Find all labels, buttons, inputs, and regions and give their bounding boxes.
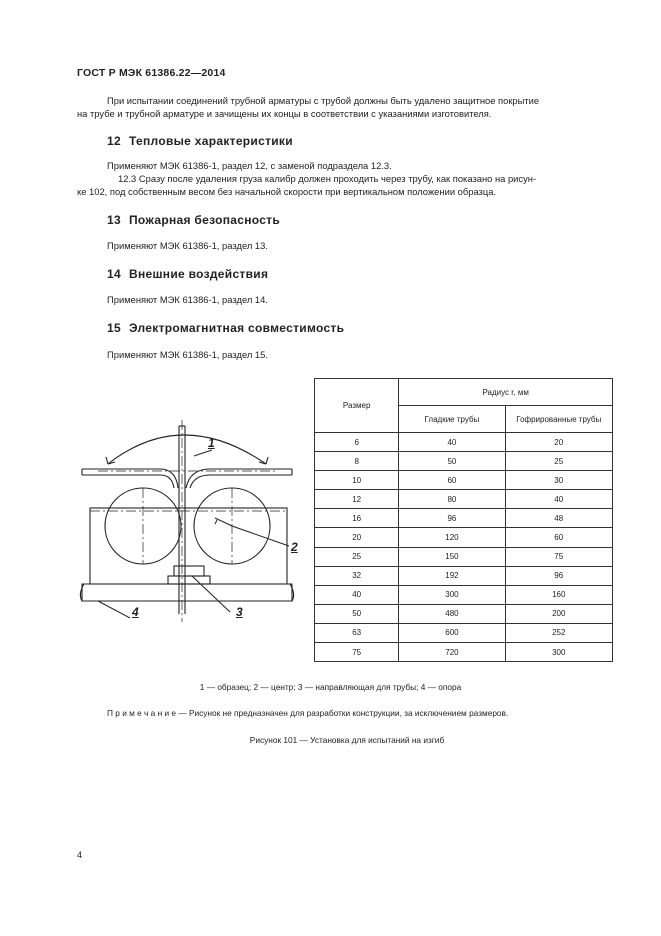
section-12-title: Тепловые характеристики — [129, 134, 293, 148]
cell-smooth: 60 — [399, 471, 505, 490]
header-size: Размер — [315, 379, 399, 433]
cell-smooth: 120 — [399, 528, 505, 547]
section-14-heading — [107, 267, 268, 281]
section-15-number: 15 — [107, 321, 121, 335]
figure-legend: 1 — образец; 2 — центр; 3 — направляющая для трубы; 4 — опора — [199, 682, 462, 692]
figure-label-3: 3 — [236, 605, 243, 619]
cell-smooth: 192 — [399, 566, 505, 585]
table-row — [315, 528, 613, 547]
cell-corrugated: 20 — [505, 433, 613, 452]
table-row — [315, 509, 613, 528]
cell-size: 20 — [315, 528, 399, 547]
cell-corrugated: 25 — [505, 452, 613, 471]
cell-smooth: 720 — [399, 643, 505, 662]
support-base — [82, 584, 292, 601]
section-13-heading — [107, 213, 280, 227]
cell-corrugated: 300 — [505, 643, 613, 662]
cell-size: 10 — [315, 471, 399, 490]
section-15-text: Применяют МЭК 61386-1, раздел 15. — [107, 349, 268, 360]
section-13-number: 13 — [107, 213, 121, 227]
section-14-number: 14 — [107, 267, 121, 281]
cell-corrugated: 48 — [505, 509, 613, 528]
cell-size: 12 — [315, 490, 399, 509]
cell-corrugated: 30 — [505, 471, 613, 490]
cell-smooth: 40 — [399, 433, 505, 452]
figure-label-2: 2 — [291, 540, 298, 554]
page-number: 4 — [77, 850, 83, 860]
cell-corrugated: 160 — [505, 585, 613, 604]
table-row — [315, 433, 613, 452]
leader-3 — [192, 576, 230, 612]
section-12-heading — [107, 134, 293, 148]
cell-size: 6 — [315, 433, 399, 452]
table-row — [315, 643, 613, 662]
section-14-title: Внешние воздействия — [129, 267, 269, 281]
cell-corrugated: 96 — [505, 566, 613, 585]
cell-smooth: 50 — [399, 452, 505, 471]
table-row — [315, 623, 613, 642]
cell-corrugated: 200 — [505, 604, 613, 623]
section-12-line-2: 12.3 Сразу после удаления груза калибр должен проходить через трубу, как показано на рисун- — [118, 173, 537, 184]
cell-size: 40 — [315, 585, 399, 604]
cell-size: 63 — [315, 623, 399, 642]
cell-corrugated: 60 — [505, 528, 613, 547]
cell-corrugated: 40 — [505, 490, 613, 509]
cell-smooth: 600 — [399, 623, 505, 642]
section-13-text: Применяют МЭК 61386-1, раздел 13. — [107, 240, 268, 251]
cell-smooth: 150 — [399, 547, 505, 566]
cell-corrugated: 75 — [505, 547, 613, 566]
section-14-text: Применяют МЭК 61386-1, раздел 14. — [107, 294, 268, 305]
section-12-line-1: Применяют МЭК 61386-1, раздел 12, с заменой подраздела 12.3. — [107, 160, 392, 171]
document-header: ГОСТ Р МЭК 61386.22—2014 — [77, 67, 226, 79]
figure-note: П р и м е ч а н и е — Рисунок не предназначен для разработки конструкции, за исключением размеров. — [107, 708, 509, 718]
table-row — [315, 566, 613, 585]
section-15-heading — [107, 321, 344, 335]
table-row — [315, 490, 613, 509]
leader-4 — [98, 601, 130, 618]
cell-size: 32 — [315, 566, 399, 585]
cell-smooth: 96 — [399, 509, 505, 528]
cell-smooth: 80 — [399, 490, 505, 509]
bending-test-figure — [70, 418, 310, 628]
leader-2 — [232, 526, 289, 546]
table-row — [315, 471, 613, 490]
intro-line-1: При испытании соединений трубной арматуры с трубой должны быть удалено защитное покрытие — [107, 95, 540, 106]
cell-corrugated: 252 — [505, 623, 613, 642]
figure-label-4: 4 — [132, 605, 139, 619]
cell-size: 25 — [315, 547, 399, 566]
section-12-number: 12 — [107, 134, 121, 148]
cell-size: 75 — [315, 643, 399, 662]
section-13-title: Пожарная безопасность — [129, 213, 281, 227]
section-12-line-3: ке 102, под собственным весом без начальной скорости при вертикальном положении образца. — [77, 186, 497, 197]
cell-smooth: 300 — [399, 585, 505, 604]
header-smooth: Гладкие трубы — [399, 406, 505, 433]
cell-size: 50 — [315, 604, 399, 623]
header-corrugated: Гофрированные трубы — [505, 406, 613, 433]
radius-table — [314, 378, 613, 662]
figure-caption: Рисунок 101 — Установка для испытаний на изгиб — [249, 735, 445, 745]
leader-1 — [194, 450, 212, 456]
header-radius: Радиус r, мм — [399, 379, 613, 406]
table-row — [315, 452, 613, 471]
table-row — [315, 547, 613, 566]
table-row — [315, 604, 613, 623]
cell-size: 16 — [315, 509, 399, 528]
support-frame — [90, 508, 287, 584]
figure-label-1: 1 — [208, 436, 215, 450]
intro-line-2: на трубе и трубной арматуре и зачищены их концы в соответствии с указаниями изготовителя. — [77, 108, 492, 119]
cell-smooth: 480 — [399, 604, 505, 623]
section-15-title: Электромагнитная совместимость — [129, 321, 345, 335]
cell-size: 8 — [315, 452, 399, 471]
table-row — [315, 585, 613, 604]
